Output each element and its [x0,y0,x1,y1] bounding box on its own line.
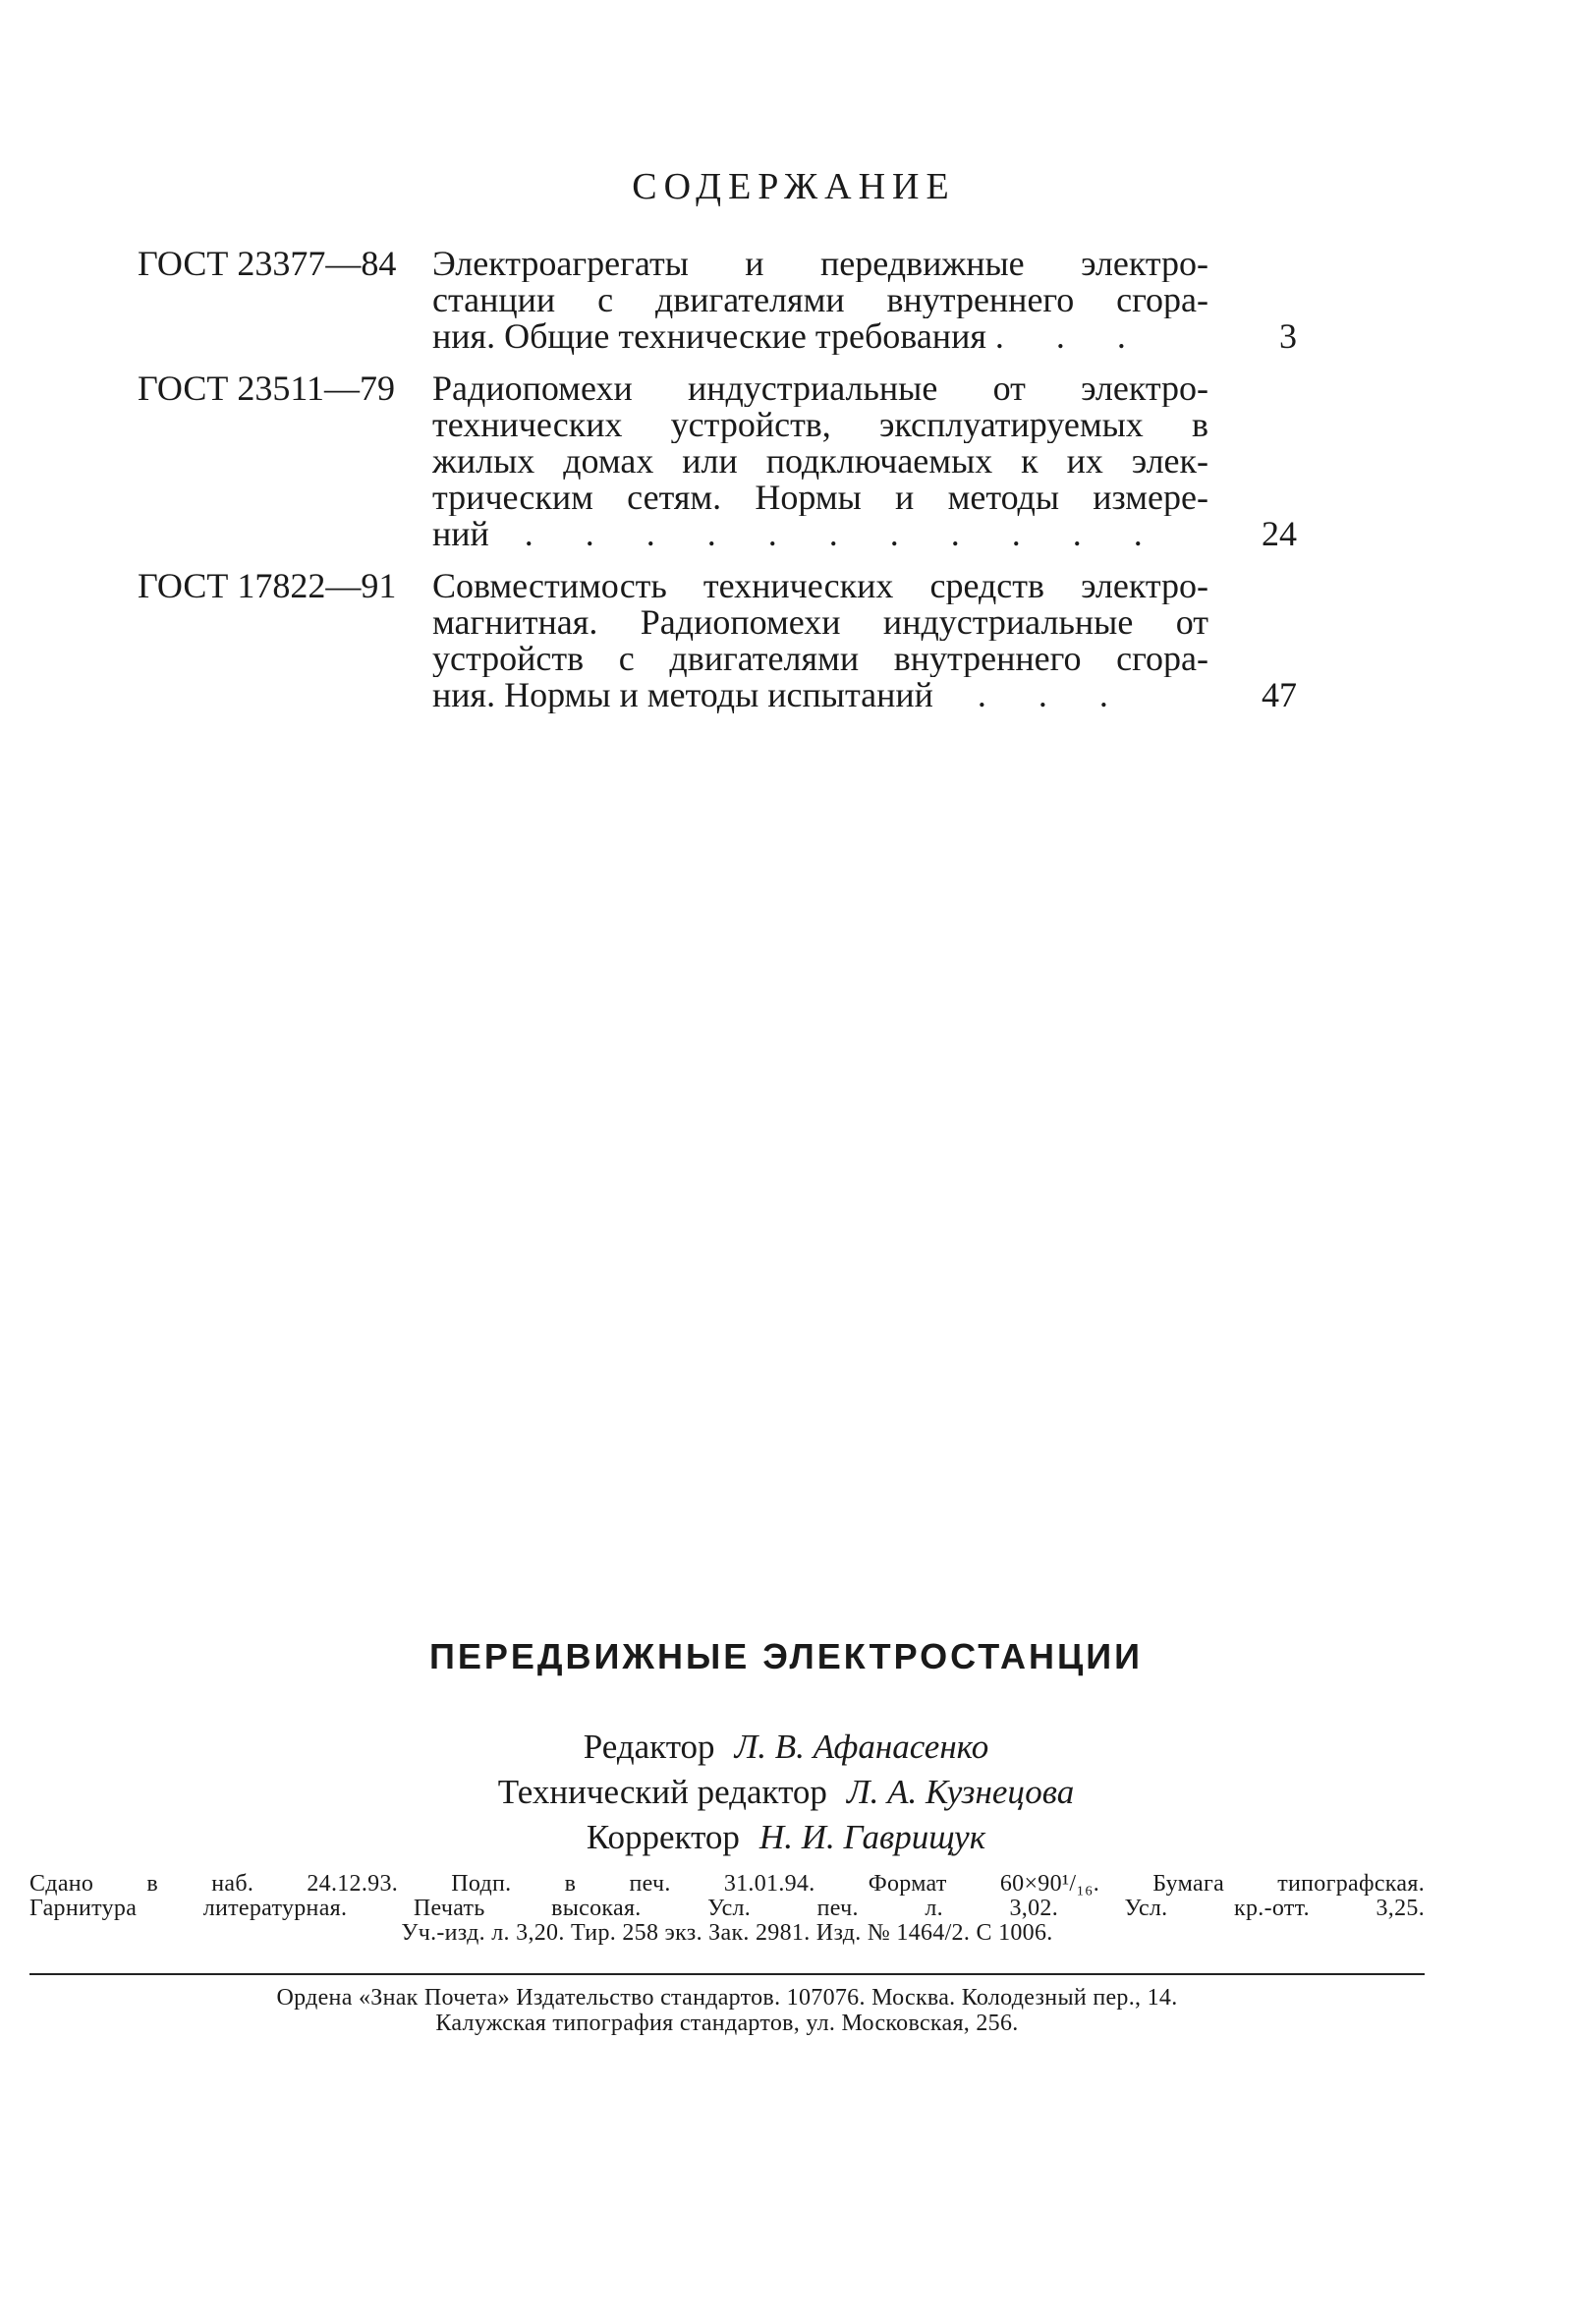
imprint-line: Гарнитура литературная. Печать высокая. Усл. печ. л. 3,02. Усл. кр.-отт. 3,25. [29,1896,1425,1921]
toc-entry-line-last: ния. Нормы и методы испытаний . . . [432,677,1130,713]
credits-block [0,1725,1572,1860]
toc-entry-line-last: ния. Общие технические требования . . . [432,318,1148,355]
imprint-line: Сдано в наб. 24.12.93. Подп. в печ. 31.01.94. Формат 60×90¹/₁₆. Бумага типографская. [29,1871,1425,1897]
toc-entry-line: трическим сетям. Нормы и методы измере- [432,480,1208,516]
publisher-line: Калужская типография стандартов, ул. Московская, 256. [435,2011,1019,2036]
toc-entry-line: технических устройств, эксплуатируемых в [432,407,1208,443]
toc-entry-line: станции с двигателями внутреннего сгора- [432,282,1208,318]
imprint-line: Уч.-изд. л. 3,20. Тир. 258 экз. Зак. 2981. Изд. № 1464/2. С 1006. [401,1920,1053,1946]
divider [29,1973,1425,1975]
toc-entry-code: ГОСТ 17822—91 [138,566,397,605]
toc-entry-line: жилых домах или подключаемых к их элек- [432,443,1208,480]
toc-entry-line: Электроагрегаты и передвижные электро- [432,246,1208,282]
print-imprint [29,1872,1425,1946]
toc-entry-code: ГОСТ 23377—84 [138,244,397,283]
toc-entry-page: 24 [1262,514,1297,553]
toc-entry-description [432,568,1208,713]
toc-entry [138,370,1297,552]
table-of-contents [138,246,1297,729]
toc-entry-page: 3 [1279,316,1297,356]
toc-entry-description [432,246,1208,355]
section-heading: ПЕРЕДВИЖНЫЕ ЭЛЕКТРОСТАНЦИИ [429,1636,1143,1676]
toc-leader-dots: . . . . . . . . . . . [524,516,1164,552]
toc-entry-line: Совместимость технических средств электро- [432,568,1208,604]
toc-entry-line-last: ний . . . . . . . . . . . [432,516,1164,552]
toc-leader-dots: . . . [977,677,1130,713]
toc-title: СОДЕРЖАНИЕ [632,166,956,207]
toc-entry-line: магнитная. Радиопомехи индустриальные от [432,604,1208,641]
publisher-line: Ордена «Знак Почета» Издательство стандартов. 107076. Москва. Колодезный пер., 14. [276,1985,1178,2011]
toc-entry-line: Радиопомехи индустриальные от электро- [432,370,1208,407]
credit-technical-editor: Технический редактор Л. А. Кузнецова [497,1773,1075,1811]
toc-entry-code: ГОСТ 23511—79 [138,368,396,408]
toc-leader-dots: . . . [994,318,1148,355]
toc-entry-page: 47 [1262,675,1297,714]
credit-editor: Редактор Л. В. Афанасенко [583,1728,989,1766]
toc-entry-description [432,370,1208,552]
toc-entry-line: устройств с двигателями внутреннего сгора- [432,641,1208,677]
toc-entry [138,568,1297,713]
toc-entry [138,246,1297,355]
credit-corrector: Корректор Н. И. Гаврищук [586,1818,986,1856]
publisher-info [29,1985,1425,2036]
